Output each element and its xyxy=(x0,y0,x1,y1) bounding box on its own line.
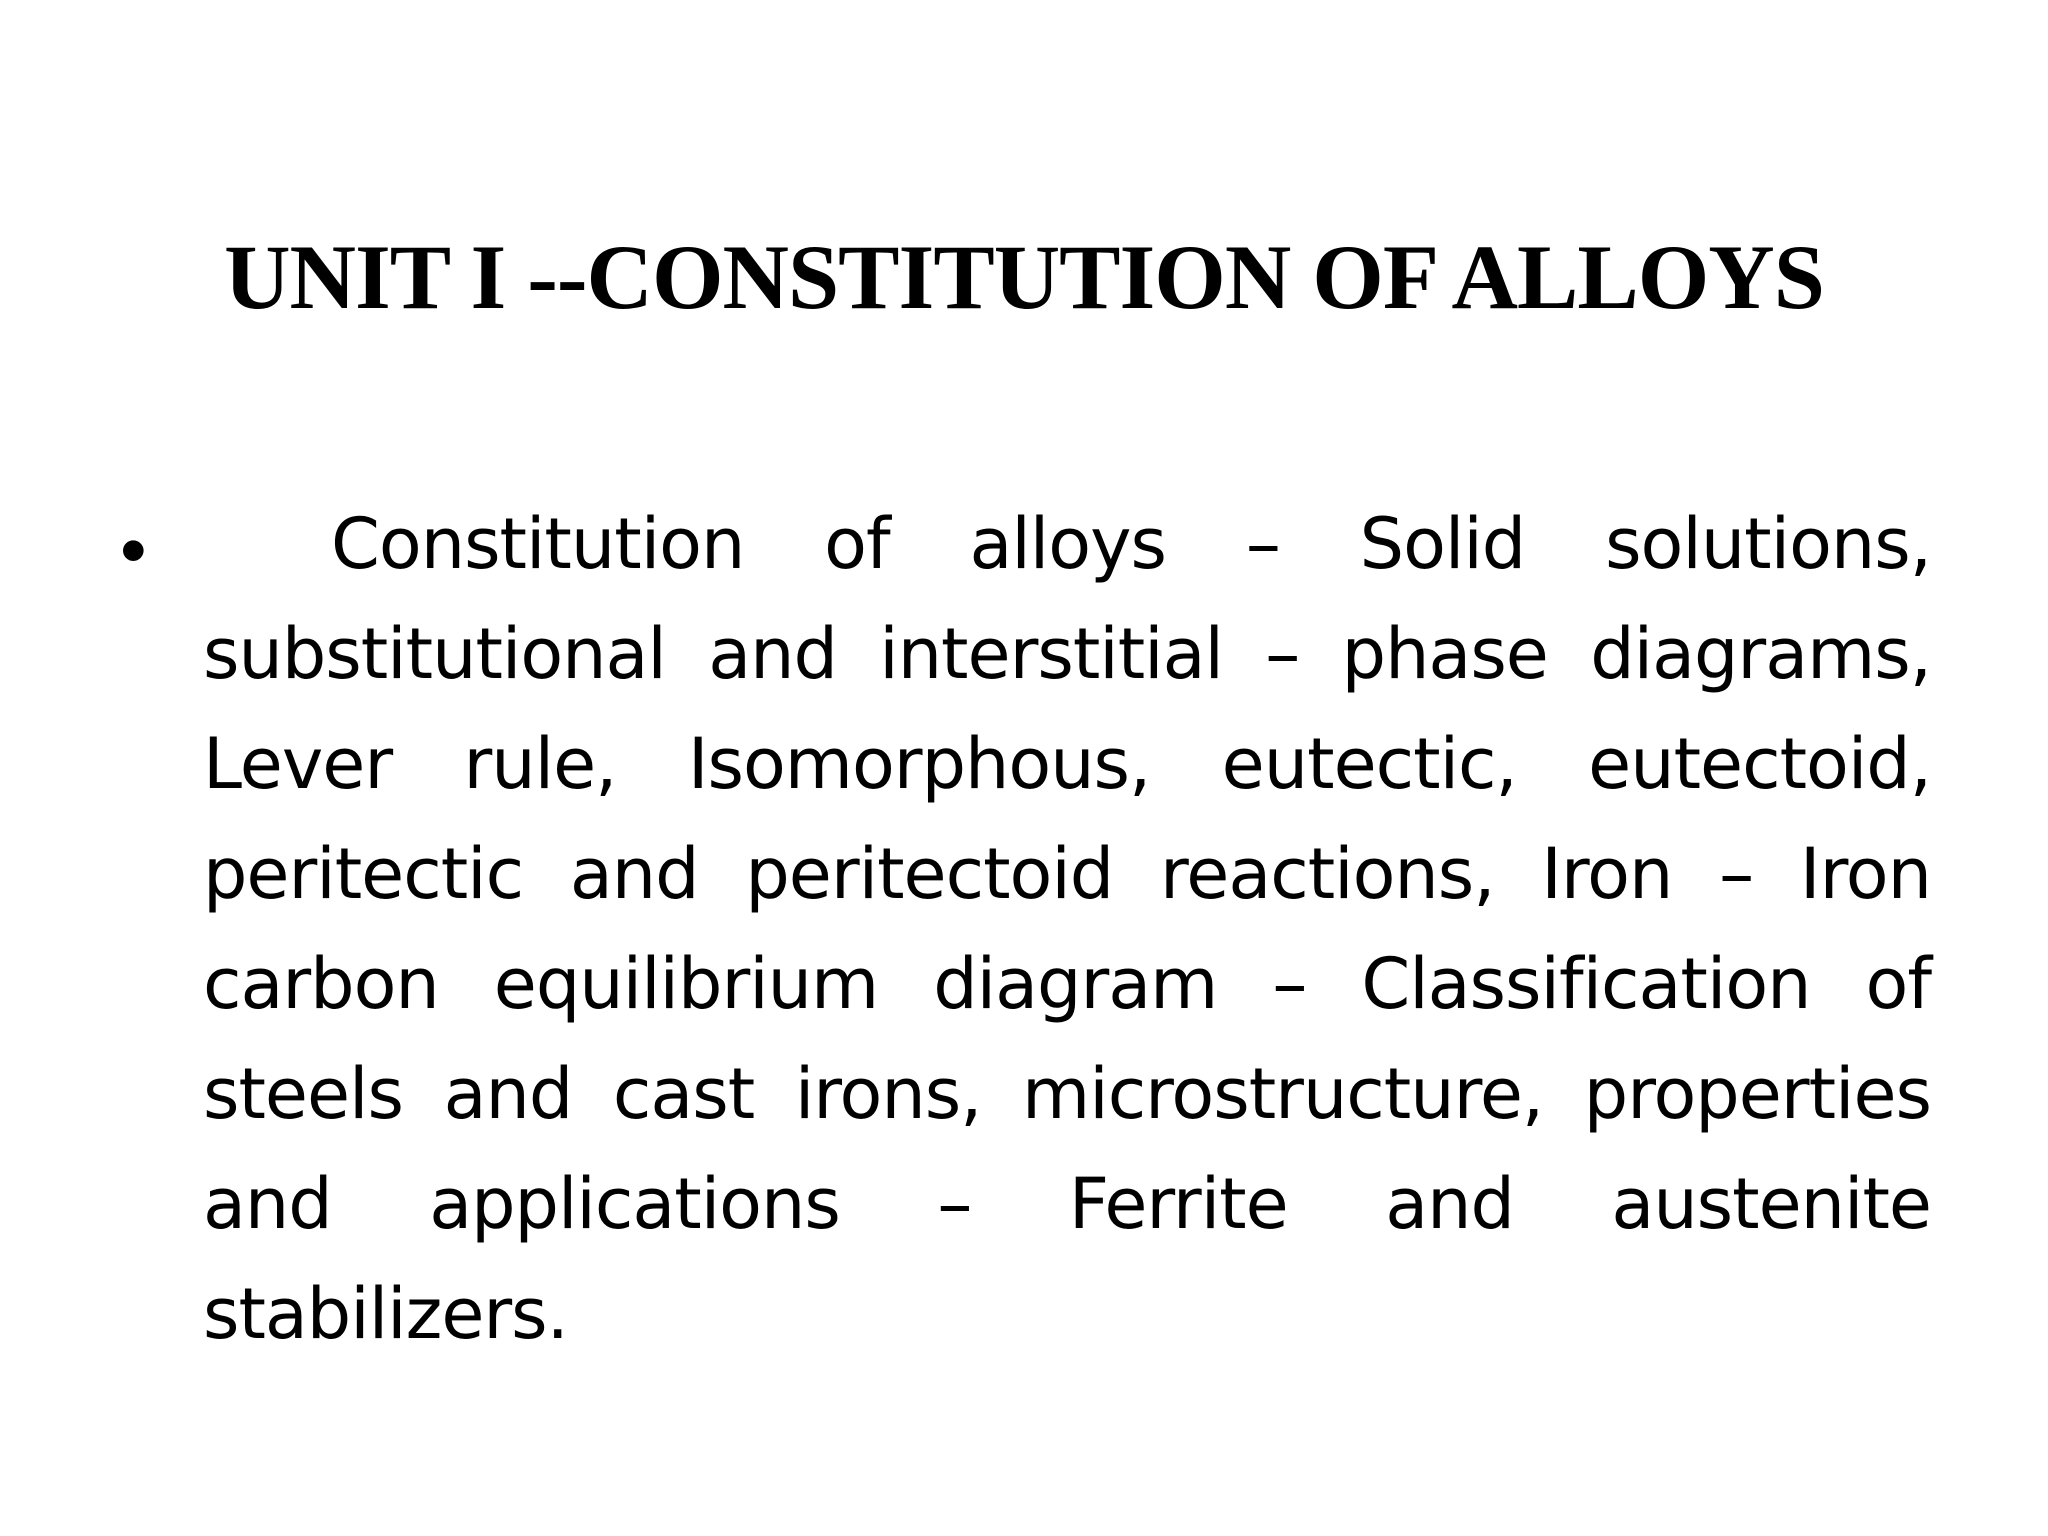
bullet-marker: • xyxy=(120,508,147,593)
slide-title: UNIT I --CONSTITUTION OF ALLOYS xyxy=(224,226,1824,328)
bullet-text: Constitution of alloys – Solid solutions, substitutional and interstitial – phase diagrams, Lever rule, Isomorphous, eutectic, eutectoid, peritectic and peritectoid reactions, Iron – Iron carbon equilibrium diagram – Classification of steels and cast irons, microstructure, properties and applications – Ferrite and austenite stabilizers. xyxy=(203,503,1931,1355)
